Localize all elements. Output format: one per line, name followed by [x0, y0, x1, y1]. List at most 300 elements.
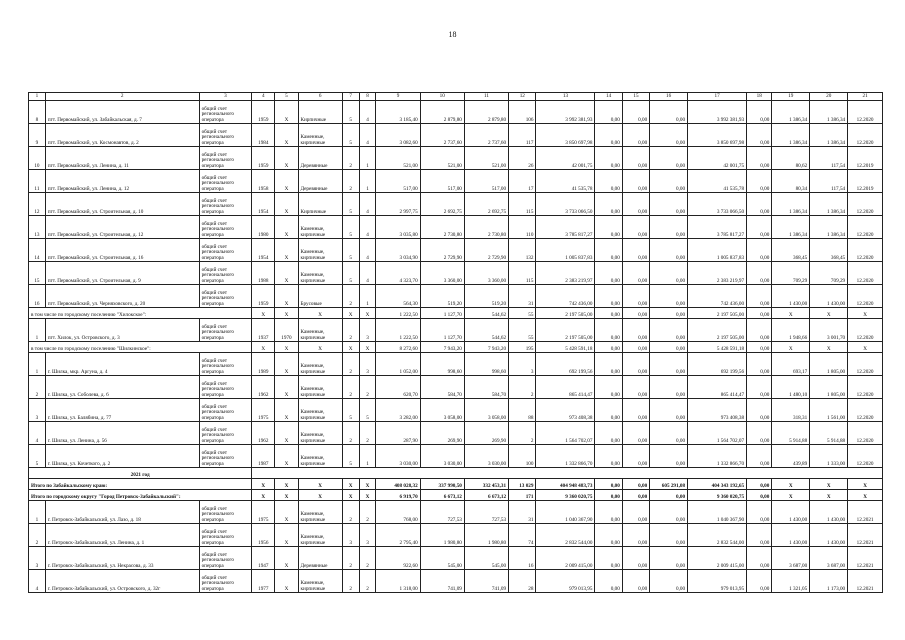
table-cell: 2: [342, 547, 359, 570]
table-cell: 979 013,95: [688, 570, 747, 593]
table-cell: 1 386,34: [772, 124, 810, 147]
table-cell: 9 360 020,75: [536, 490, 595, 501]
table-cell: 4: [359, 262, 376, 285]
subtotal-row: [29, 308, 883, 319]
table-cell: 269,90: [464, 422, 508, 445]
table-cell: 1: [359, 445, 376, 468]
table-cell: 0,00: [747, 445, 772, 468]
table-cell: 12.2021: [848, 570, 883, 593]
table-cell: 5: [29, 445, 46, 468]
table-cell: 12.2021: [848, 524, 883, 547]
table-cell: 1 430,00: [772, 285, 810, 308]
table-cell: 269,90: [420, 422, 464, 445]
table-cell: 12.2020: [848, 101, 883, 124]
table-cell: 0,00: [622, 422, 649, 445]
table-cell: 922,60: [376, 547, 420, 570]
table-cell: 2: [359, 547, 376, 570]
table-cell: 12.2020: [848, 193, 883, 216]
table-cell: 7 943,20: [420, 342, 464, 353]
table-cell: 0,00: [650, 308, 688, 319]
table-row: [29, 216, 883, 239]
table-cell: Х: [275, 422, 298, 445]
table-cell: 2 197 505,00: [536, 319, 595, 342]
table-cell: Х: [298, 308, 342, 319]
table-cell: Деревянные: [298, 170, 342, 193]
table-cell: общий счет регионального оператора: [199, 524, 252, 547]
table-cell: 584,70: [420, 376, 464, 399]
table-cell: 0,00: [650, 124, 688, 147]
table-cell: 408 028,32: [376, 479, 420, 490]
table-cell: 2 832 544,00: [536, 524, 595, 547]
table-cell: Кирпичные: [298, 101, 342, 124]
table-row: [29, 319, 883, 342]
table-cell: 2 383 219,97: [536, 262, 595, 285]
table-cell: 0,00: [747, 308, 772, 319]
table-cell: 1: [29, 501, 46, 524]
table-cell: Х: [275, 147, 298, 170]
table-cell: 3 030,00: [420, 445, 464, 468]
table-cell: Деревянные: [298, 547, 342, 570]
table-cell: 42 001,75: [688, 147, 747, 170]
table-cell: 12.2020: [848, 353, 883, 376]
table-cell: 3 360,00: [464, 262, 508, 285]
table-cell: 709,29: [772, 262, 810, 285]
table-cell: 2: [29, 524, 46, 547]
table-cell: Х: [275, 376, 298, 399]
table-cell: 1980: [252, 216, 275, 239]
table-cell: 7: [342, 93, 359, 101]
table-cell: Х: [342, 490, 359, 501]
table-cell: Брусовые: [298, 285, 342, 308]
table-cell: 19: [772, 93, 810, 101]
table-cell: 0,00: [650, 353, 688, 376]
table-cell: 4: [359, 124, 376, 147]
table-cell: 1984: [252, 124, 275, 147]
table-row: [29, 399, 883, 422]
table-cell: 3 687,00: [772, 547, 810, 570]
capital-repair-register-table: [28, 92, 883, 593]
table-cell: Х: [275, 342, 298, 353]
table-cell: 332 453,31: [464, 479, 508, 490]
table-cell: 0,00: [622, 170, 649, 193]
table-cell: 0,00: [595, 422, 622, 445]
table-cell: 0,00: [747, 490, 772, 501]
table-cell: 12: [29, 193, 46, 216]
table-cell: 368,45: [810, 239, 848, 262]
table-cell: 3 785 817,27: [536, 216, 595, 239]
table-cell: 1954: [252, 239, 275, 262]
table-cell: 1 564 702,07: [536, 422, 595, 445]
table-cell: 0,00: [595, 319, 622, 342]
table-cell: 1 805,00: [810, 376, 848, 399]
table-cell: пгт. Первомайский, ул. Строительная, д. 16: [45, 239, 199, 262]
table-cell: 0,00: [622, 319, 649, 342]
table-cell: 0,00: [747, 479, 772, 490]
table-cell: 0,00: [650, 285, 688, 308]
table-cell: 1959: [252, 101, 275, 124]
table-cell: 0,00: [595, 239, 622, 262]
table-cell: 0,00: [595, 147, 622, 170]
table-cell: 0,00: [595, 216, 622, 239]
table-cell: 20: [810, 93, 848, 101]
table-cell: Х: [810, 342, 848, 353]
table-cell: Каменные, кирпичные: [298, 524, 342, 547]
table-cell: 0,00: [650, 501, 688, 524]
table-cell: Х: [275, 262, 298, 285]
table-row: [29, 170, 883, 193]
table-cell: 1 386,34: [810, 124, 848, 147]
table-cell: 1 386,34: [810, 193, 848, 216]
table-cell: 3: [199, 93, 252, 101]
table-cell: 12.2019: [848, 170, 883, 193]
table-cell: 12.2020: [848, 124, 883, 147]
table-cell: 2: [342, 422, 359, 445]
table-cell: 5 914,88: [772, 422, 810, 445]
table-cell: 5: [342, 101, 359, 124]
table-cell: 2 730,80: [464, 216, 508, 239]
table-cell: общий счет регионального оператора: [199, 101, 252, 124]
table-cell: 2: [342, 376, 359, 399]
table-cell: Х: [275, 239, 298, 262]
table-cell: 0,00: [747, 376, 772, 399]
table-cell: 1: [359, 147, 376, 170]
table-cell: общий счет регионального оператора: [199, 170, 252, 193]
subtotal-label: в том числе по городскому поселению "Шилкинское":: [29, 342, 252, 353]
table-row: [29, 445, 883, 468]
table-cell: общий счет регионального оператора: [199, 216, 252, 239]
table-cell: 1 127,70: [420, 319, 464, 342]
table-cell: Х: [848, 490, 883, 501]
table-cell: 42 001,75: [536, 147, 595, 170]
table-cell: 2 730,80: [420, 216, 464, 239]
table-cell: 368,45: [772, 239, 810, 262]
table-cell: 12.2020: [848, 262, 883, 285]
table-cell: Х: [342, 308, 359, 319]
table-cell: общий счет регионального оператора: [199, 319, 252, 342]
table-cell: 8 272,60: [376, 342, 420, 353]
table-cell: 2: [359, 422, 376, 445]
table-cell: 564,30: [376, 285, 420, 308]
table-cell: 4: [29, 570, 46, 593]
table-cell: 2 009 415,00: [688, 547, 747, 570]
table-row: [29, 262, 883, 285]
table-cell: г. Шилка, ул. Соболева, д. 6: [45, 376, 199, 399]
table-cell: 12: [509, 93, 536, 101]
table-cell: 0,00: [650, 147, 688, 170]
table-cell: 521,00: [420, 147, 464, 170]
table-cell: 0,00: [747, 570, 772, 593]
table-cell: 0,00: [747, 147, 772, 170]
table-cell: 5: [342, 193, 359, 216]
table-cell: 517,00: [464, 170, 508, 193]
table-cell: Х: [252, 342, 275, 353]
table-cell: 3 058,00: [420, 399, 464, 422]
table-cell: 3 687,00: [810, 547, 848, 570]
table-cell: 5: [342, 124, 359, 147]
table-cell: 1 005 837,83: [688, 239, 747, 262]
table-cell: 2 737,60: [420, 124, 464, 147]
page-number: 18: [448, 30, 457, 39]
table-cell: 5: [342, 262, 359, 285]
table-cell: Х: [252, 490, 275, 501]
table-cell: 8: [29, 101, 46, 124]
table-cell: 2 729,90: [464, 239, 508, 262]
table-cell: общий счет регионального оператора: [199, 353, 252, 376]
table-cell: 0,00: [747, 547, 772, 570]
table-cell: 115: [509, 262, 536, 285]
table-cell: общий счет регионального оператора: [199, 147, 252, 170]
table-cell: 1 040 367,90: [536, 501, 595, 524]
table-cell: 10: [420, 93, 464, 101]
table-cell: 3: [29, 399, 46, 422]
table-cell: 4: [359, 193, 376, 216]
table-cell: 337 990,50: [420, 479, 464, 490]
table-cell: Каменные, кирпичные: [298, 445, 342, 468]
table-cell: 6 673,12: [464, 490, 508, 501]
table-cell: Х: [342, 342, 359, 353]
table-cell: 7 943,20: [464, 342, 508, 353]
table-cell: 2: [342, 319, 359, 342]
table-cell: пгт. Первомайский, ул. Строительная, д. 9: [45, 262, 199, 285]
table-cell: 2 879,80: [464, 101, 508, 124]
table-cell: 6: [298, 93, 342, 101]
table-cell: Каменные, кирпичные: [298, 399, 342, 422]
table-cell: общий счет регионального оператора: [199, 422, 252, 445]
table-row: [29, 193, 883, 216]
table-cell: 865 414,47: [536, 376, 595, 399]
table-cell: 1958: [252, 170, 275, 193]
table-cell: 1 386,34: [810, 101, 848, 124]
table-cell: 0,00: [650, 490, 688, 501]
table-cell: Х: [275, 170, 298, 193]
table-cell: 1 386,34: [772, 193, 810, 216]
table-cell: 287,90: [376, 422, 420, 445]
table-cell: 0,00: [650, 193, 688, 216]
table-cell: 1 430,00: [810, 501, 848, 524]
table-cell: 3: [359, 353, 376, 376]
table-cell: 0,00: [747, 262, 772, 285]
table-cell: 692 199,56: [688, 353, 747, 376]
table-cell: 0,00: [650, 547, 688, 570]
table-cell: 0,00: [595, 570, 622, 593]
table-cell: 1977: [252, 570, 275, 593]
table-cell: 12.2020: [848, 239, 883, 262]
table-cell: 0,00: [595, 342, 622, 353]
table-cell: Каменные, кирпичные: [298, 501, 342, 524]
table-cell: 1 318,00: [376, 570, 420, 593]
table-cell: 1: [359, 285, 376, 308]
table-cell: 12.2019: [848, 147, 883, 170]
subtotal-label: Итого по Забайкальскому краю:: [29, 479, 252, 490]
table-cell: 3 030,00: [376, 445, 420, 468]
table-cell: 0,00: [622, 193, 649, 216]
table-cell: 9: [29, 124, 46, 147]
table-cell: 80,34: [772, 170, 810, 193]
table-cell: Х: [275, 193, 298, 216]
table-cell: 2 009 415,00: [536, 547, 595, 570]
table-cell: общий счет регионального оператора: [199, 239, 252, 262]
table-cell: Х: [275, 524, 298, 547]
table-cell: Каменные, кирпичные: [298, 570, 342, 593]
table-cell: г. Шилка, ул. Балябина, д. 77: [45, 399, 199, 422]
table-cell: Х: [275, 124, 298, 147]
table-row: [29, 376, 883, 399]
table-cell: 973 408,38: [688, 399, 747, 422]
table-cell: 5: [275, 93, 298, 101]
table-cell: Х: [848, 479, 883, 490]
table-cell: 1989: [252, 353, 275, 376]
table-cell: 2 197 505,00: [688, 308, 747, 319]
table-cell: Деревянные: [298, 147, 342, 170]
table-cell: 2 729,90: [420, 239, 464, 262]
table-cell: 1956: [252, 524, 275, 547]
table-cell: 0,00: [622, 479, 649, 490]
subtotal-row: [29, 479, 883, 490]
table-cell: 1975: [252, 399, 275, 422]
table-cell: 0,00: [622, 124, 649, 147]
table-cell: 1959: [252, 285, 275, 308]
table-cell: 2 879,80: [420, 101, 464, 124]
table-cell: общий счет регионального оператора: [199, 501, 252, 524]
table-cell: 742 436,00: [536, 285, 595, 308]
table-cell: Х: [275, 353, 298, 376]
table-cell: 74: [509, 524, 536, 547]
table-cell: 0,00: [595, 445, 622, 468]
table-cell: пгт. Первомайский, ул. Черняховского, д. 20: [45, 285, 199, 308]
table-cell: Х: [275, 501, 298, 524]
table-cell: 0,00: [650, 570, 688, 593]
table-cell: 0,00: [747, 285, 772, 308]
table-cell: Х: [359, 308, 376, 319]
table-cell: 2: [342, 285, 359, 308]
table-cell: 0,00: [622, 147, 649, 170]
table-cell: пгт. Первомайский, ул. Строительная, д. 12: [45, 216, 199, 239]
table-cell: 1 386,34: [772, 101, 810, 124]
table-cell: 13: [29, 216, 46, 239]
table-cell: 1 333,00: [810, 445, 848, 468]
table-cell: 1 222,50: [376, 319, 420, 342]
table-row: [29, 501, 883, 524]
table-cell: 28: [509, 570, 536, 593]
table-cell: Кирпичные: [298, 193, 342, 216]
table-cell: пгт. Первомайский, ул. Ленина, д. 11: [45, 147, 199, 170]
table-cell: 727,53: [464, 501, 508, 524]
table-cell: 0,00: [595, 170, 622, 193]
table-cell: 88: [509, 399, 536, 422]
table-cell: общий счет регионального оператора: [199, 445, 252, 468]
table-cell: 5: [342, 399, 359, 422]
table-cell: 171: [509, 490, 536, 501]
table-cell: 3: [29, 547, 46, 570]
table-cell: 12.2021: [848, 501, 883, 524]
table-cell: 0,00: [650, 101, 688, 124]
table-cell: 1 332 866,70: [536, 445, 595, 468]
table-cell: общий счет регионального оператора: [199, 570, 252, 593]
table-cell: 3 035,80: [376, 216, 420, 239]
table-cell: 2: [359, 376, 376, 399]
table-cell: 1 332 866,70: [688, 445, 747, 468]
table-cell: 0,00: [622, 501, 649, 524]
table-cell: 5 428 591,18: [536, 342, 595, 353]
table-cell: 0,00: [747, 193, 772, 216]
table-cell: 865 414,47: [688, 376, 747, 399]
table-cell: 12.2020: [848, 422, 883, 445]
table-row: [29, 422, 883, 445]
table-cell: 3 058,00: [464, 399, 508, 422]
year-row-empty: [252, 468, 883, 479]
table-cell: 0,00: [650, 399, 688, 422]
table-cell: 0,00: [622, 101, 649, 124]
table-cell: 0,00: [747, 216, 772, 239]
table-cell: 1 430,00: [772, 524, 810, 547]
table-cell: 3 733 066,50: [688, 193, 747, 216]
table-cell: 544,62: [464, 308, 508, 319]
table-cell: 2: [45, 93, 199, 101]
table-cell: 1987: [252, 445, 275, 468]
table-cell: 1: [359, 170, 376, 193]
table-cell: 12.2020: [848, 216, 883, 239]
table-cell: Х: [275, 399, 298, 422]
table-cell: 1 430,00: [810, 285, 848, 308]
table-cell: 0,00: [622, 216, 649, 239]
table-cell: 741,09: [464, 570, 508, 593]
table-cell: Х: [275, 570, 298, 593]
table-cell: 1 564 702,07: [688, 422, 747, 445]
table-cell: 18: [747, 93, 772, 101]
table-cell: 0,00: [595, 308, 622, 319]
table-cell: 41 535,78: [536, 170, 595, 193]
table-cell: 517,00: [420, 170, 464, 193]
table-cell: Каменные, кирпичные: [298, 422, 342, 445]
table-cell: 1988: [252, 262, 275, 285]
table-cell: 16: [29, 285, 46, 308]
table-cell: 21: [848, 93, 883, 101]
table-cell: г. Петровск-Забайкальский, ул. Островского, д. 32г: [45, 570, 199, 593]
table-cell: общий счет регионального оператора: [199, 124, 252, 147]
table-cell: 26: [509, 147, 536, 170]
table-cell: 0,00: [622, 285, 649, 308]
table-cell: 0,00: [595, 501, 622, 524]
table-cell: 998,60: [464, 353, 508, 376]
table-cell: 0,00: [747, 422, 772, 445]
table-cell: 13 029: [509, 479, 536, 490]
table-cell: Х: [359, 342, 376, 353]
table-cell: 0,00: [622, 445, 649, 468]
table-cell: 3 992 381,93: [688, 101, 747, 124]
table-cell: Х: [275, 216, 298, 239]
table-cell: 0,00: [747, 399, 772, 422]
table-cell: 9 360 020,75: [688, 490, 747, 501]
table-cell: 4: [252, 93, 275, 101]
table-row: [29, 524, 883, 547]
table-cell: 12.2020: [848, 399, 883, 422]
table-cell: 11: [464, 93, 508, 101]
table-cell: 80,62: [772, 147, 810, 170]
table-cell: 9: [376, 93, 420, 101]
table-cell: общий счет регионального оператора: [199, 376, 252, 399]
table-cell: Х: [810, 479, 848, 490]
table-cell: Каменные, кирпичные: [298, 376, 342, 399]
table-cell: 5: [342, 216, 359, 239]
table-cell: 1962: [252, 422, 275, 445]
table-row: [29, 570, 883, 593]
table-cell: 117,54: [810, 170, 848, 193]
table-cell: 1959: [252, 147, 275, 170]
table-cell: 1 321,05: [772, 570, 810, 593]
table-cell: 0,00: [622, 570, 649, 593]
table-cell: 0,00: [650, 239, 688, 262]
table-cell: общий счет регионального оператора: [199, 193, 252, 216]
